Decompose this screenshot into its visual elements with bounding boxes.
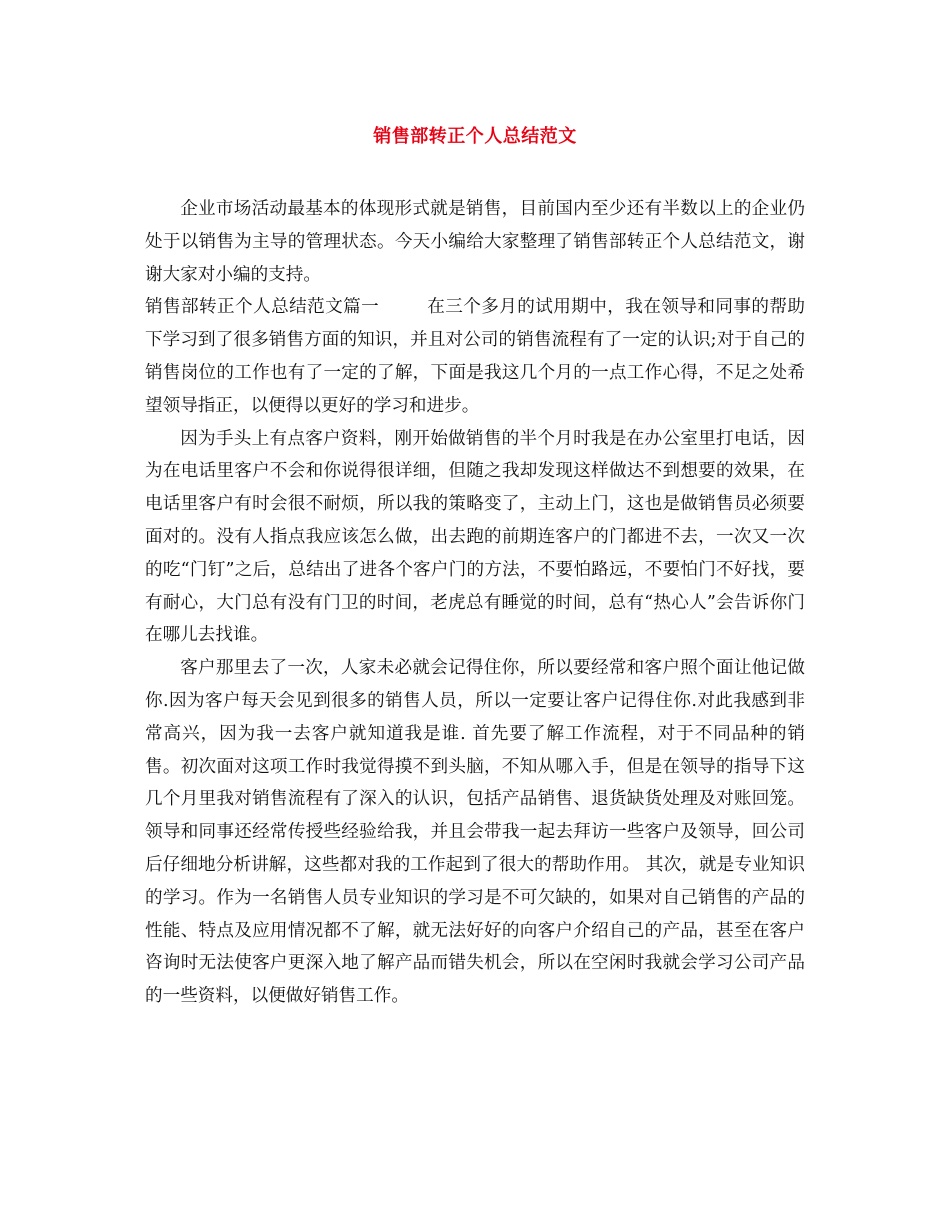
- body-paragraph: [145, 423, 805, 653]
- body-paragraph: [145, 652, 805, 1013]
- paragraph-text: 客户那里去了一次，人家未必就会记得住你，所以要经常和客户照个面让他记做你.因为客户每天会见到很多的销售人员，所以一定要让客户记得住你.对此我感到非常高兴，因为我一去客户就知道我是谁. 首先要了解工作流程，对于不同品种的销售。初次面对这项工作时我觉得摸不到头脑，不知从哪入手，但是在领导的指导下这几个月里我对销售流程有了深入的认识，包括产品销售、退货缺货处理及对账回笼。领导和同事还经常传授些经验给我，并且会带我一起去拜访一些客户及领导，回公司后仔细地分析讲解，这些都对我的工作起到了很大的帮助作用。 其次，就是专业知识的学习。作为一名销售人员专业知识的学习是不可欠缺的，如果对自己销售的产品的性能、特点及应用情况都不了解，就无法好好的向客户介绍自己的产品，甚至在客户咨询时无法使客户更深入地了解产品而错失机会，所以在空闲时我就会学习公司产品的一些资料，以便做好销售工作。: [145, 658, 805, 1007]
- section-heading: 销售部转正个人总结范文篇一: [145, 297, 380, 318]
- document-body: [145, 193, 805, 1013]
- document-title: 销售部转正个人总结范文: [373, 126, 577, 147]
- intro-paragraph: [145, 193, 805, 291]
- paragraph-text: 在三个多月的试用期中，我在领导和同事的帮助下学习到了很多销售方面的知识，并且对公司的销售流程有了一定的认识;对于自己的销售岗位的工作也有了一定的了解，下面是我这几个月的一点工作心得，不足之处希望领导指正，以便得以更好的学习和进步。: [145, 297, 805, 416]
- paragraph-text: 企业市场活动最基本的体现形式就是销售，目前国内至少还有半数以上的企业仍处于以销售为主导的管理状态。今天小编给大家整理了销售部转正个人总结范文，谢谢大家对小编的支持。: [145, 199, 805, 285]
- section-paragraph: [145, 291, 805, 422]
- paragraph-text: 因为手头上有点客户资料，刚开始做销售的半个月时我是在办公室里打电话，因为在电话里客户不会和你说得很详细，但随之我却发现这样做达不到想要的效果，在电话里客户有时会很不耐烦，所以我的策略变了，主动上门，这也是做销售员必须要面对的。没有人指点我应该怎么做，出去跑的前期连客户的门都进不去，一次又一次的吃“门钉”之后，总结出了进各个客户门的方法，不要怕路远，不要怕门不好找，要有耐心，大门总有没有门卫的时间，老虎总有睡觉的时间，总有“热心人”会告诉你门在哪儿去找谁。: [145, 428, 805, 646]
